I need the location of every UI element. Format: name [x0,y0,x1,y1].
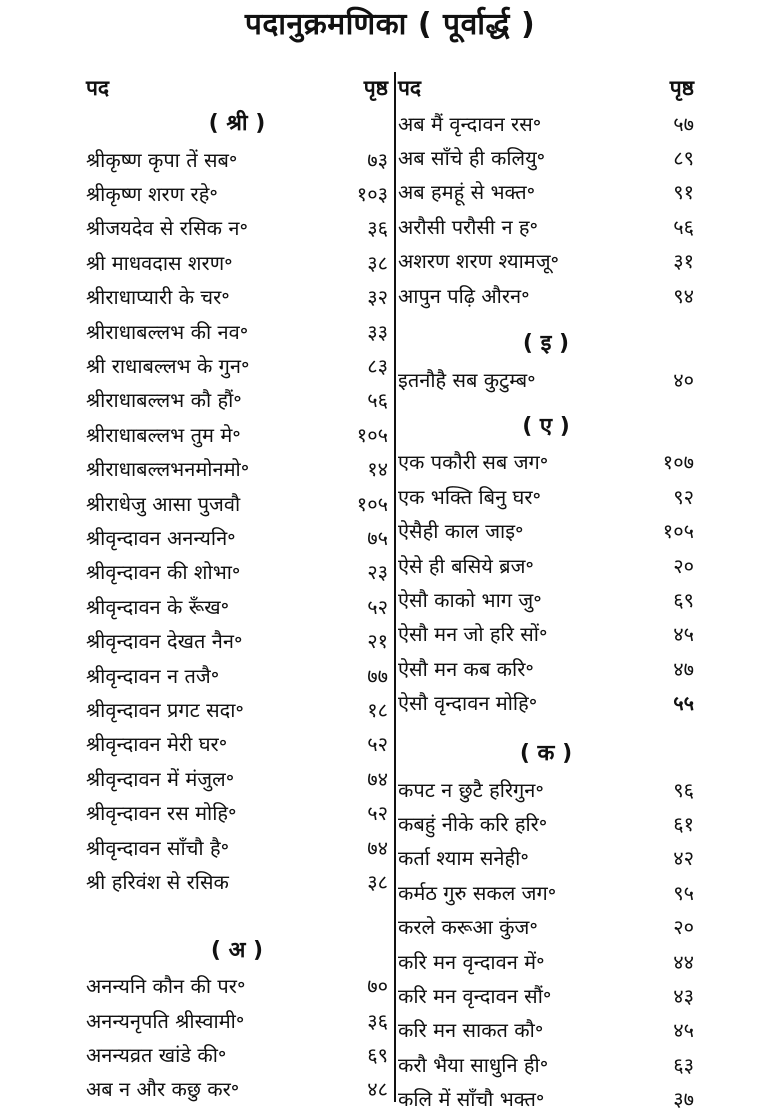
page-number: ३८ [367,869,388,894]
page-number: १०५ [356,422,388,447]
page-number: ४२ [673,846,694,871]
page-number: ६९ [673,587,694,612]
index-row [398,772,694,806]
page-number: १०५ [356,491,388,516]
page-number: ७७ [367,663,388,688]
section-heading-ka: ( क ) [519,740,573,766]
index-row [86,727,388,761]
page-number: ९५ [673,880,694,905]
index-row [398,582,694,616]
pad-text: अरौसी परौसी न ह॰ [398,214,539,239]
page-number: ४५ [673,622,694,647]
pad-text: ऐसैही काल जाइ॰ [398,519,524,544]
page-number: ३८ [367,250,388,275]
pad-text: श्रीकृष्ण कृपा तें सब॰ [86,147,238,172]
index-row [86,142,388,176]
pad-text: करि मन साकत कौ॰ [398,1018,544,1043]
spacer [398,312,694,326]
page-number: ३६ [367,1008,388,1033]
index-row [398,106,694,140]
spacer [398,720,694,736]
pad-text: कलि में साँचौ भक्त॰ [398,1087,545,1112]
index-row [398,445,694,479]
spacer [398,397,694,409]
index-row [398,1081,694,1115]
pad-text: कर्मठ गुरु सकल जग॰ [398,880,557,905]
page-number: ९६ [673,777,694,802]
index-row [398,175,694,209]
pad-text: श्री राधाबल्लभ के गुन॰ [86,354,250,379]
pad-text: ऐसे ही बसिये ब्रज॰ [398,553,534,578]
index-row [398,875,694,909]
index-row [398,548,694,582]
index-row [398,651,694,685]
index-row [86,1003,388,1037]
pad-text: श्रीराधाबल्लभ कौ हौं॰ [86,388,242,413]
index-row [86,589,388,623]
index-row [398,244,694,278]
index-row [398,841,694,875]
page-number: ९२ [673,484,694,509]
page-number: १०७ [662,450,694,475]
page-number: ७३ [367,147,388,172]
pad-text: श्रीजयदेव से रसिक न॰ [86,216,248,241]
index-row [398,362,694,396]
pad-text: श्रीवृन्दावन के रूँख॰ [86,594,230,619]
pad-text: अब मैं वृन्दावन रस॰ [398,111,542,136]
pad-text: श्रीवृन्दावन रस मोहि॰ [86,801,237,826]
page-number: ७४ [367,766,388,791]
page-number: ५५ [673,691,694,716]
page-number: ५२ [367,732,388,757]
index-row [86,864,388,898]
pad-text: अनन्यनृपति श्रीस्वामी॰ [86,1008,245,1033]
page-number: ४७ [673,656,694,681]
pad-text: श्रीकृष्ण शरण रहे॰ [86,182,218,207]
page-number: ९४ [673,283,694,308]
pad-header: पद [398,76,422,100]
page-number: ५२ [367,594,388,619]
page-number: ८९ [673,146,694,171]
pad-text: श्रीवृन्दावन न तजै॰ [86,663,220,688]
pad-text: करले करूआ कुंज॰ [398,915,538,940]
pad-text: ऐसौ मन कब करि॰ [398,656,534,681]
page-number: ५६ [673,214,694,239]
index-row [86,383,388,417]
pad-text: कपट न छुटै हरिगुन॰ [398,777,544,802]
index-row [398,617,694,651]
index-row [398,909,694,943]
page-number: २३ [367,560,388,585]
page-number: १४ [367,457,388,482]
page-number: ९१ [673,180,694,205]
page-number: १०५ [662,519,694,544]
page-number: ४३ [673,983,694,1008]
page-number: २१ [367,629,388,654]
section-heading-i: ( इ ) [522,331,570,357]
page-number: ४५ [673,1018,694,1043]
page-number: ७० [367,974,388,999]
right-column [398,72,694,1116]
page-number: २० [673,553,694,578]
pad-text: एक भक्ति बिनु घर॰ [398,484,542,509]
page-number: ५२ [367,801,388,826]
index-row [398,140,694,174]
index-row [398,944,694,978]
page-number: ६९ [367,1043,388,1068]
pad-text: श्रीराधेजु आसा पुजवौ [86,491,241,516]
index-row [86,692,388,726]
index-row [86,348,388,382]
page-number: ८३ [367,354,388,379]
pad-text: श्रीराधाप्यारी के चर॰ [86,285,230,310]
pad-text: श्रीवृन्दावन मेरी घर॰ [86,732,228,757]
pad-text: ऐसौ मन जो हरि सों॰ [398,622,548,647]
page-number: ३१ [673,249,694,274]
page-number: ७४ [367,835,388,860]
pad-text: श्रीवृन्दावन देखत नैन॰ [86,629,243,654]
index-row [86,623,388,657]
page-number: ६१ [673,811,694,836]
pad-text: श्रीराधाबल्लभनमोनमो॰ [86,457,250,482]
pad-text: श्रीवृन्दावन अनन्यनि॰ [86,525,236,550]
pad-text: अब साँचे ही कलियु॰ [398,146,546,171]
page-number: १८ [367,697,388,722]
page-number: ४४ [673,949,694,974]
pad-text: ऐसौ वृन्दावन मोहि॰ [398,691,538,716]
pad-text: श्रीराधाबल्लभ की नव॰ [86,319,249,344]
page-header: पृष्ठ [363,76,388,100]
index-row [398,1013,694,1047]
index-row [86,658,388,692]
index-row [398,209,694,243]
page-number: ३३ [367,319,388,344]
pad-text: श्रीवृन्दावन साँचौ है॰ [86,835,230,860]
index-row [86,280,388,314]
index-row [86,761,388,795]
index-row [86,969,388,1003]
pad-text: श्रीराधाबल्लभ तुम मे॰ [86,422,241,447]
page-number: ६३ [673,1052,694,1077]
index-row [398,685,694,719]
pad-text: अब न और कछु कर॰ [86,1077,240,1102]
page-number: ३७ [673,1087,694,1112]
page-number: ५६ [367,388,388,413]
index-row [86,1072,388,1106]
right-column-header [398,72,694,106]
index-row [398,278,694,312]
pad-text: करि मन वृन्दावन सौं॰ [398,983,552,1008]
pad-text: अशरण शरण श्यामजू॰ [398,249,560,274]
pad-text: करौ भैया साधुनि ही॰ [398,1052,549,1077]
section-heading-shri: ( श्री ) [208,111,266,136]
index-row [86,830,388,864]
page-number: १०३ [356,182,388,207]
page-number: ४८ [367,1077,388,1102]
index-row [86,1037,388,1071]
left-column [86,72,388,1106]
index-row [398,806,694,840]
pad-text: अनन्यव्रत खांडे की॰ [86,1043,227,1068]
index-row [86,795,388,829]
pad-text: करि मन वृन्दावन में॰ [398,949,545,974]
section-heading-a: ( अ ) [210,937,264,963]
index-row [86,486,388,520]
pad-text: श्री माधवदास शरण॰ [86,250,233,275]
pad-text: कबहुं नीके करि हरि॰ [398,811,548,836]
pad-header: पद [86,76,110,100]
pad-text: अनन्यनि कौन की पर॰ [86,974,246,999]
page-number: ३२ [367,285,388,310]
index-row [86,314,388,348]
page-number: ४० [673,368,694,393]
pad-text: श्रीवृन्दावन की शोभा॰ [86,560,241,585]
page-title: पदानुक्रमणिका ( पूर्वार्द्ध ) [244,7,536,42]
index-row [398,514,694,548]
pad-text: ऐसौ काको भाग जु॰ [398,587,542,612]
pad-text: एक पकौरी सब जग॰ [398,450,549,475]
index-row [86,211,388,245]
page-number: २० [673,915,694,940]
index-row [398,978,694,1012]
pad-text: श्री हरिवंश से रसिक [86,869,229,894]
pad-text: कर्ता श्याम सनेही॰ [398,846,529,871]
pad-text: आपुन पढ़ि औरन॰ [398,283,530,308]
page-number: ३६ [367,216,388,241]
pad-text: श्रीवृन्दावन प्रगट सदा॰ [86,697,244,722]
section-heading-e: ( ए ) [522,413,570,439]
page-number: ५७ [673,111,694,136]
page-number: ७५ [367,525,388,550]
index-row [86,176,388,210]
left-column-header [86,72,388,106]
page-header: पृष्ठ [669,76,694,100]
index-row [86,452,388,486]
pad-text: इतनौहै सब कुटुम्ब॰ [398,368,536,393]
index-row [86,417,388,451]
spacer [86,899,388,933]
pad-text: अब हमहूं से भक्त॰ [398,180,536,205]
index-row [86,245,388,279]
index-row [398,1047,694,1081]
index-row [398,479,694,513]
pad-text: श्रीवृन्दावन में मंजुल॰ [86,766,235,791]
index-row [86,555,388,589]
column-divider [394,72,396,1102]
index-row [86,520,388,554]
